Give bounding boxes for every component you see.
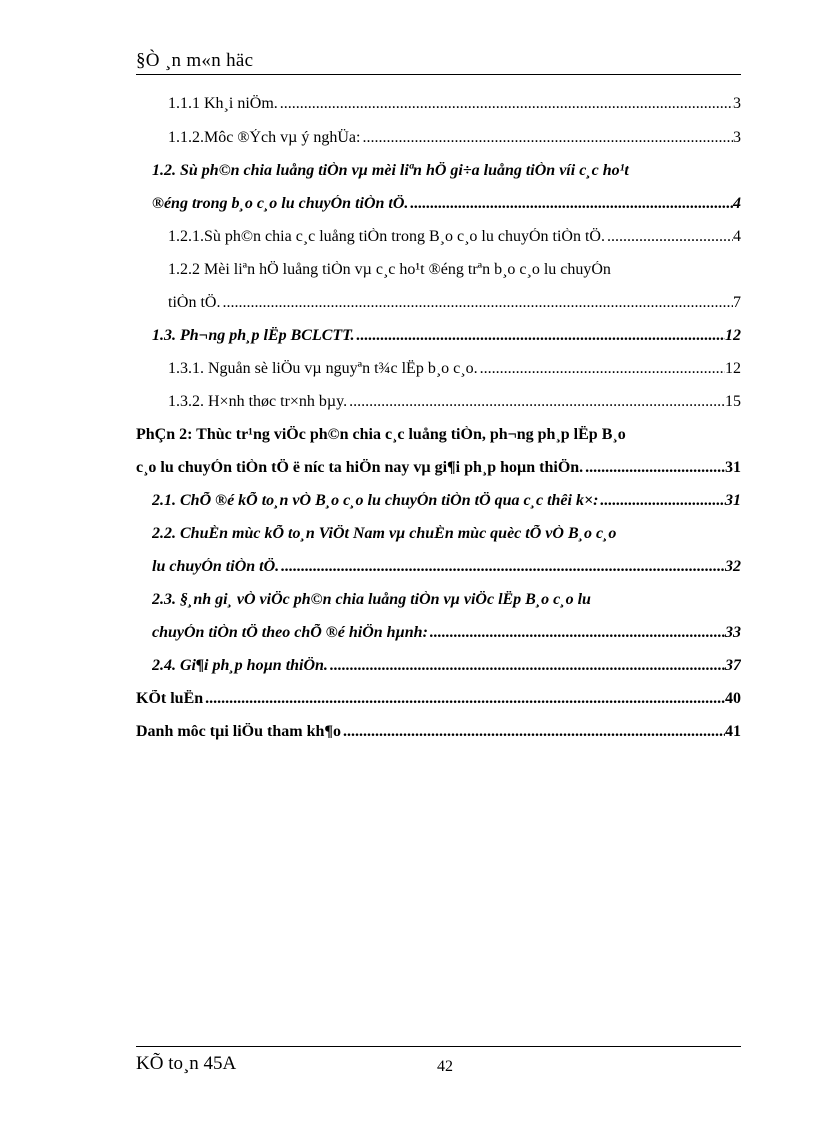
toc-entry-2-2-line1[interactable]: 2.2. ChuÈn mùc kÕ to¸n ViÖt Nam vµ chuÈn mùc quèc tÕ vÒ B¸o c¸o [152,525,617,542]
header-title: §Ò ¸n m«n häc [136,50,254,71]
toc-entry-2-3-line1[interactable]: 2.3. §¸nh gi¸ vÒ viÖc ph©n chia luång tiÒn vµ viÖc lËp B¸o c¸o lu [152,591,591,608]
toc-entry-1-2-2-line2[interactable]: tiÒn tÖ. ..... 7 [168,294,741,312]
toc-entry-1-1-1[interactable]: 1.1.1 Kh¸i niÖm. ..... 3 [168,95,741,113]
page-number: 42 [437,1058,453,1075]
toc-entry-part2-line1[interactable]: PhÇn 2: Thùc tr¹ng viÖc ph©n chia c¸c luång tiÒn, ph¬ng ph¸p lËp B¸o [136,426,626,443]
toc-entry-1-2-line1[interactable]: 1.2. Sù ph©n chia luång tiÒn vµ mèi liªn hÖ gi÷a luång tiÒn víi c¸c ho¹t [152,162,629,179]
toc-entry-2-3-line2[interactable]: chuyÓn tiÒn tÖ theo chÕ ®é hiÖn hµnh: ..... 33 [152,624,741,642]
toc-entry-1-3-2[interactable]: 1.3.2. H×nh thøc tr×nh bµy. ..... 15 [168,393,741,411]
toc-entry-part2-line2[interactable]: c¸o lu chuyÓn tiÒn tÖ ë níc ta hiÖn nay vµ gi¶i ph¸p hoµn thiÖn. ..... 31 [136,459,741,477]
toc-entry-references[interactable]: Danh môc tµi liÖu tham kh¶o ..... 41 [136,723,741,741]
toc-entry-1-1-2[interactable]: 1.1.2.Môc ®Ých vµ ý nghÜa: ..... 3 [168,129,741,147]
toc-entry-1-2-2-line1[interactable]: 1.2.2 Mèi liªn hÖ luång tiÒn vµ c¸c ho¹t ®éng trªn b¸o c¸o lu chuyÓn [168,261,611,278]
toc-entry-1-2-1[interactable]: 1.2.1.Sù ph©n chia c¸c luång tiÒn trong B¸o c¸o lu chuyÓn tiÒn tÖ. ..... 4 [168,228,741,246]
toc-entry-1-3-1[interactable]: 1.3.1. Nguån sè liÖu vµ nguyªn t¾c lËp b¸o c¸o. ..... 12 [168,360,741,378]
toc-entry-2-2-line2[interactable]: lu chuyÓn tiÒn tÖ. ..... 32 [152,558,741,576]
toc-entry-1-3[interactable]: 1.3. Ph¬ng ph¸p lËp BCLCTT. ..... 12 [152,327,741,345]
toc-entry-conclusion[interactable]: KÕt luËn ..... 40 [136,690,741,708]
toc-entry-2-1[interactable]: 2.1. ChÕ ®é kÕ to¸n vÒ B¸o c¸o lu chuyÓn tiÒn tÖ qua c¸c thêi k×: ..... 31 [152,492,741,510]
toc-entry-2-4[interactable]: 2.4. Gi¶i ph¸p hoµn thiÖn. ..... 37 [152,657,741,675]
toc-entry-1-2-line2[interactable]: ®éng trong b¸o c¸o lu chuyÓn tiÒn tÖ. ..... 4 [152,195,741,213]
footer-label: KÕ to¸n 45A [136,1053,237,1074]
footer-divider [136,1046,741,1047]
